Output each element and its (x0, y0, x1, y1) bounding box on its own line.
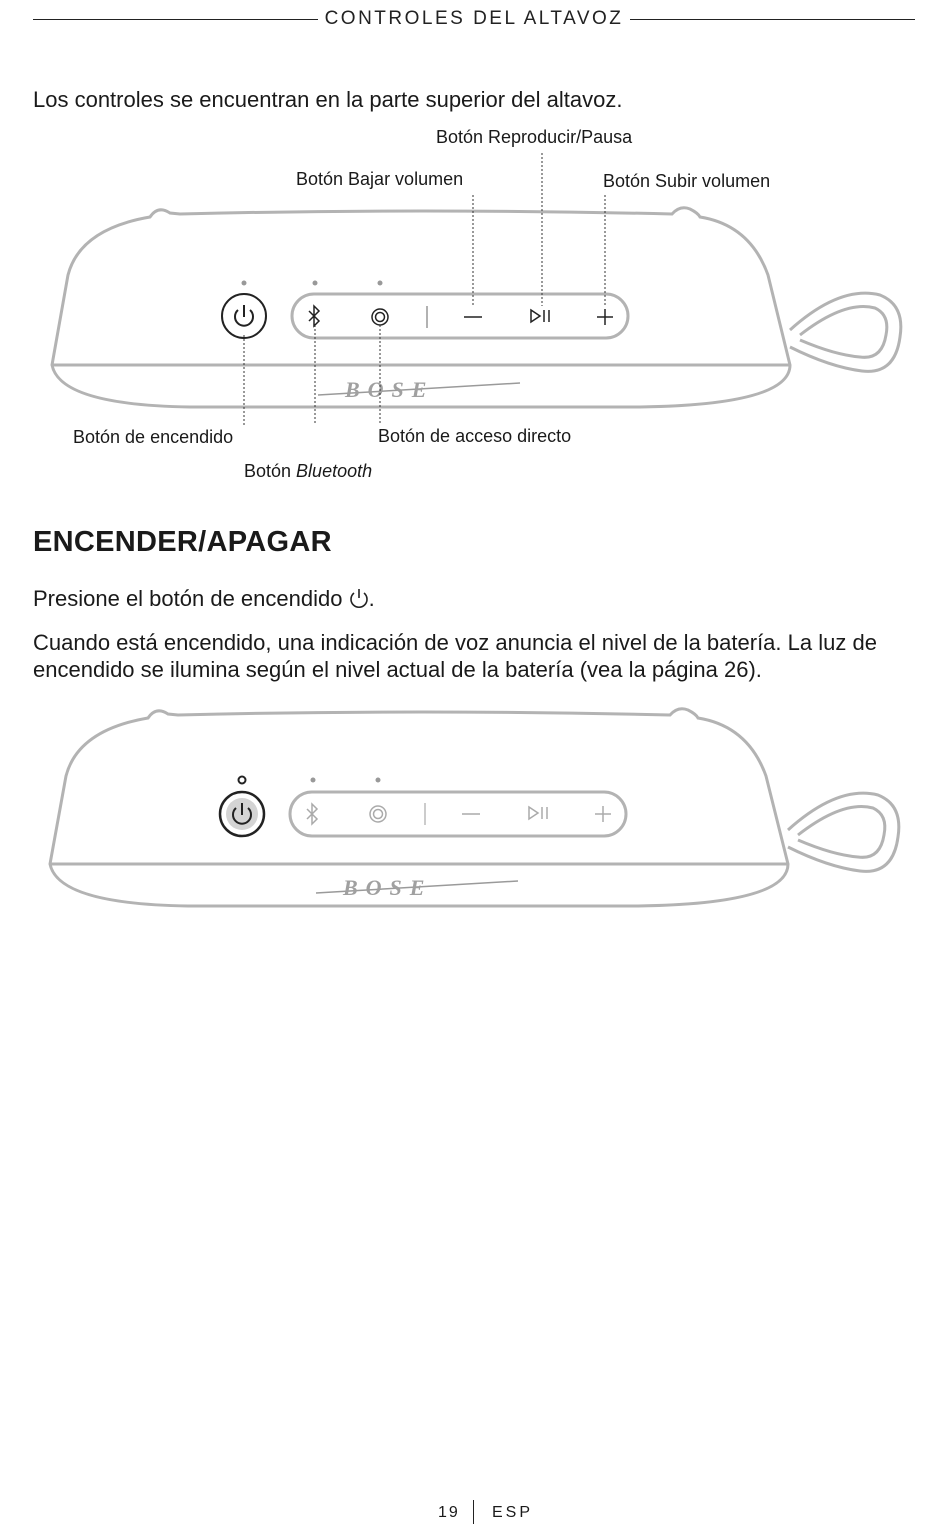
section-heading: ENCENDER/APAGAR (33, 526, 332, 558)
shortcut-icon (372, 309, 388, 325)
callout-bluetooth-prefix: Botón (244, 461, 297, 481)
callout-power: Botón de encendido (73, 427, 234, 447)
press-power-label: Presione el botón de encendido (33, 586, 343, 611)
speaker-power-diagram (0, 700, 950, 920)
bluetooth-icon (307, 804, 317, 824)
bose-logo-text: BOSE (343, 875, 433, 900)
play-pause-icon (531, 310, 549, 322)
play-pause-icon (529, 807, 547, 819)
bose-logo-text: BOSE (345, 377, 435, 402)
page-number: 19 (438, 1504, 460, 1521)
header-rule-right (630, 19, 915, 20)
footer-divider (473, 1500, 474, 1524)
page-footer (0, 1500, 950, 1528)
bose-logo (318, 377, 520, 402)
callout-volume-up: Botón Subir volumen (603, 171, 771, 191)
language-code: ESP (492, 1504, 534, 1521)
power-icon (349, 587, 369, 609)
callout-bluetooth-italic: Bluetooth (296, 461, 373, 481)
power-icon (235, 305, 253, 326)
callout-play-pause: Botón Reproducir/Pausa (436, 127, 633, 147)
bluetooth-icon (309, 306, 319, 326)
callout-shortcut: Botón de acceso directo (378, 426, 572, 446)
speaker-controls-diagram (0, 125, 950, 425)
section-title: CONTROLES DEL ALTAVOZ (324, 8, 624, 29)
press-power-suffix: . (368, 586, 375, 611)
intro-text: Los controles se encuentran en la parte superior del altavoz. (33, 87, 623, 112)
press-power-text (33, 585, 923, 612)
callout-volume-down: Botón Bajar volumen (296, 169, 464, 189)
plus-icon (597, 309, 613, 325)
page-header (33, 6, 915, 34)
bose-logo (316, 875, 518, 900)
plus-icon (595, 806, 611, 822)
callout-bluetooth (244, 461, 372, 482)
body-text: Cuando está encendido, una indicación de voz anuncia el nivel de la batería. La luz de encendido se ilumina según el nivel actual de la batería (vea la página 26). (33, 630, 877, 682)
shortcut-icon (370, 806, 386, 822)
